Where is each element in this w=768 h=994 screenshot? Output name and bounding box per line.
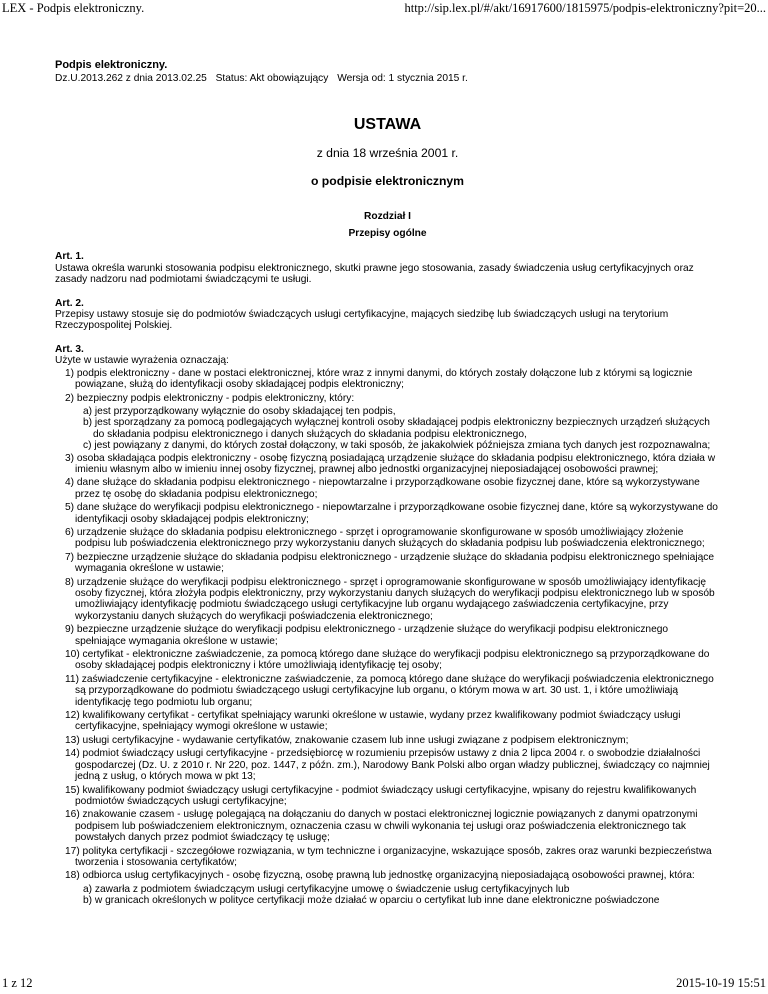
article-number: Art. 3. <box>55 343 84 355</box>
article-2 <box>55 298 720 332</box>
article-text: Ustawa określa warunki stosowania podpisu elektronicznego, skutki prawne jego stosowania, zasady świadczenia usług certyfikacyjnych oraz zasady nadzoru nad podmiotami świadczącymi te usługi. <box>55 262 694 286</box>
document-body <box>55 60 720 907</box>
print-header-title: LEX - Podpis elektroniczny. <box>2 1 145 15</box>
print-datetime: 2015-10-19 15:51 <box>676 976 766 990</box>
definition-item: 5) dane służące do weryfikacji podpisu elektronicznego - niepowtarzalne i przyporządkowane osobie fizycznej dane, które są wykorzystywane do identyfikacji osoby składającej podpis elektroniczny; <box>65 502 718 525</box>
definition-subitem: a) jest przyporządkowany wyłącznie do osoby składającej ten podpis, <box>83 405 396 417</box>
definition-item: 18) odbiorca usług certyfikacyjnych - osobę fizyczną, osobę prawną lub jednostkę organizacyjną nieposiadającą osobowości prawnej, która: <box>65 870 695 882</box>
article-text: Przepisy ustawy stosuje się do podmiotów świadczących usługi certyfikacyjne, mających siedzibę lub świadczących usługi na terytorium Rzeczypospolitej Polskiej. <box>55 309 669 332</box>
definition-item: 4) dane służące do składania podpisu elektronicznego - niepowtarzalne i przyporządkowane osobie fizycznej dane, które są wykorzystywane przez tę osobę do składania podpisu elektronicznego; <box>65 477 700 500</box>
print-header <box>0 0 768 16</box>
definition-item: 10) certyfikat - elektroniczne zaświadczenie, za pomocą którego dane służące do weryfikacji podpisu elektronicznego są przyporządkowane do osoby składającej podpis elektroniczny i które umożliwiają identyfikację tej osoby; <box>65 649 710 672</box>
definition-item: 6) urządzenie służące do składania podpisu elektronicznego - sprzęt i oprogramowanie skonfigurowane w sposób umożliwiający złożenie podpisu lub poświadczenia elektronicznego przy wykorzystaniu danych służących do składania podpisu lub poświadczenia elektronicznego; <box>65 526 705 550</box>
status-label: Status: Akt obowiązujący <box>215 73 329 85</box>
page-number: 1 z 12 <box>2 976 33 990</box>
definition-item: 2) bezpieczny podpis elektroniczny - podpis elektroniczny, który: <box>65 392 355 404</box>
document-meta <box>55 73 720 84</box>
article-intro: Użyte w ustawie wyrażenia oznaczają: <box>55 355 229 367</box>
definition-item: 3) osoba składająca podpis elektroniczny - osobę fizyczną posiadającą urządzenie służące do składania podpisu elektronicznego, która działa w imieniu własnym albo w imieniu innej osoby fizycznej, prawnej albo jednostki organizacyjnej nieposiadającej osobowości prawnej; <box>65 452 716 475</box>
act-subject: o podpisie elektronicznym <box>310 174 465 189</box>
definition-item: 7) bezpieczne urządzenie służące do składania podpisu elektronicznego - urządzenie służące do składania podpisu elektronicznego spełniające wymagania określone w ustawie; <box>65 551 715 575</box>
definition-item: 13) usługi certyfikacyjne - wydawanie certyfikatów, znakowanie czasem lub inne usługi związane z podpisem elektronicznym; <box>65 734 629 746</box>
journal-reference: Dz.U.2013.262 z dnia 2013.02.25 <box>55 73 207 85</box>
definition-item: 8) urządzenie służące do weryfikacji podpisu elektronicznego - sprzęt i oprogramowanie skonfigurowane w sposób umożliwiający identyfikację osoby fizycznej, która złożyła podpis elektroniczny, przy wykorzystaniu danych służących do weryfikacji podpisu elektronicznego lub w sposób umożliwiający identyfikację podmiotu świadczącego usługi certyfikacyjne lub organu wydającego zaświadczenia certyfikacyjne, przy wykorzystaniu danych służących do weryfikacji poświadczenia elektronicznego; <box>65 576 715 622</box>
definition-subitem: b) w granicach określonych w polityce certyfikacji może działać w oparciu o certyfikat lub inne dane elektroniczne poświadczone <box>83 895 660 907</box>
definition-item: 11) zaświadczenie certyfikacyjne - elektroniczne zaświadczenie, za pomocą którego dane służące do weryfikacji poświadczenia elektronicznego są przyporządkowane do podmiotu świadczącego usługi certyfikacyjne lub organu, o którym mowa w art. 30 ust. 1, i które umożliwiają identyfikację tego podmiotu lub organu; <box>65 673 714 708</box>
definition-item: 14) podmiot świadczący usługi certyfikacyjne - przedsiębiorcę w rozumieniu przepisów ustawy z dnia 2 lipca 2004 r. o swobodzie działalności gospodarczej (Dz. U. z 2010 r. Nr 220, poz. 1447, z późn. zm.), Narodowy Bank Polski albo organ władzy publicznej, świadczący co najmniej jedną z usług, o których mowa w pkt 13; <box>65 748 710 783</box>
definition-list <box>55 368 720 907</box>
definition-subitem: c) jest powiązany z danymi, do których został dołączony, w taki sposób, że jakakolwiek późniejsza zmiana tych danych jest rozpoznawalna; <box>83 440 711 452</box>
document-title: Podpis elektroniczny. <box>55 59 168 71</box>
act-type: USTAWA <box>353 115 422 133</box>
chapter-name: Przepisy ogólne <box>348 228 427 240</box>
print-header-url: http://sip.lex.pl/#/akt/16917600/1815975/podpis-elektroniczny?pit=20... <box>404 1 766 15</box>
article-number: Art. 2. <box>55 297 84 309</box>
version-label: Wersja od: 1 stycznia 2015 r. <box>337 73 468 85</box>
definition-item: 17) polityka certyfikacji - szczegółowe rozwiązania, w tym techniczne i organizacyjne, wskazujące sposób, zakres oraz warunki bezpieczeństwa tworzenia i stosowania certyfikatów; <box>65 845 712 868</box>
definition-subitem: a) zawarła z podmiotem świadczącym usługi certyfikacyjne umowę o świadczenie usług certyfikacyjnych lub <box>83 883 570 895</box>
definition-item: 1) podpis elektroniczny - dane w postaci elektronicznej, które wraz z innymi danymi, do których zostały dołączone lub z którymi są logicznie powiązane, służą do identyfikacji osoby składającej podpis elektroniczny; <box>65 367 693 391</box>
article-3 <box>55 344 720 907</box>
act-date: z dnia 18 września 2001 r. <box>316 145 459 160</box>
definition-item: 15) kwalifikowany podmiot świadczący usługi certyfikacyjne - podmiot świadczący usługi certyfikacyjne, wpisany do rejestru kwalifikowanych podmiotów świadczących usługi certyfikacyjne; <box>65 784 697 807</box>
chapter-number: Rozdział I <box>364 210 411 222</box>
article-number: Art. 1. <box>55 251 84 263</box>
definition-item: 12) kwalifikowany certyfikat - certyfikat spełniający warunki określone w ustawie, wydany przez kwalifikowany podmiot świadczący usługi certyfikacyjne, spełniający wymogi określone w ustawie; <box>65 710 681 733</box>
definition-item: 16) znakowanie czasem - usługę polegającą na dołączaniu do danych w postaci elektronicznej logicznie powiązanych z danymi opatrzonymi podpisem lub poświadczeniem elektronicznym, oznaczenia czasu w chwili wykonania tej usługi oraz poświadczenia elektronicznego tak powstałych danych przez podmiot świadczący tę usługę; <box>65 809 698 844</box>
definition-subitem: b) jest sporządzany za pomocą podlegających wyłącznej kontroli osoby składającej podpis elektroniczny bezpiecznych urządzeń służących do składania podpisu elektronicznego i danych służących do składania podpisu elektronicznego, <box>83 417 710 440</box>
definition-item: 9) bezpieczne urządzenie służące do weryfikacji podpisu elektronicznego - urządzenie służące do weryfikacji podpisu elektronicznego spełniające wymagania określone w ustawie; <box>65 624 669 647</box>
article-1 <box>55 251 720 285</box>
print-footer <box>0 976 768 994</box>
